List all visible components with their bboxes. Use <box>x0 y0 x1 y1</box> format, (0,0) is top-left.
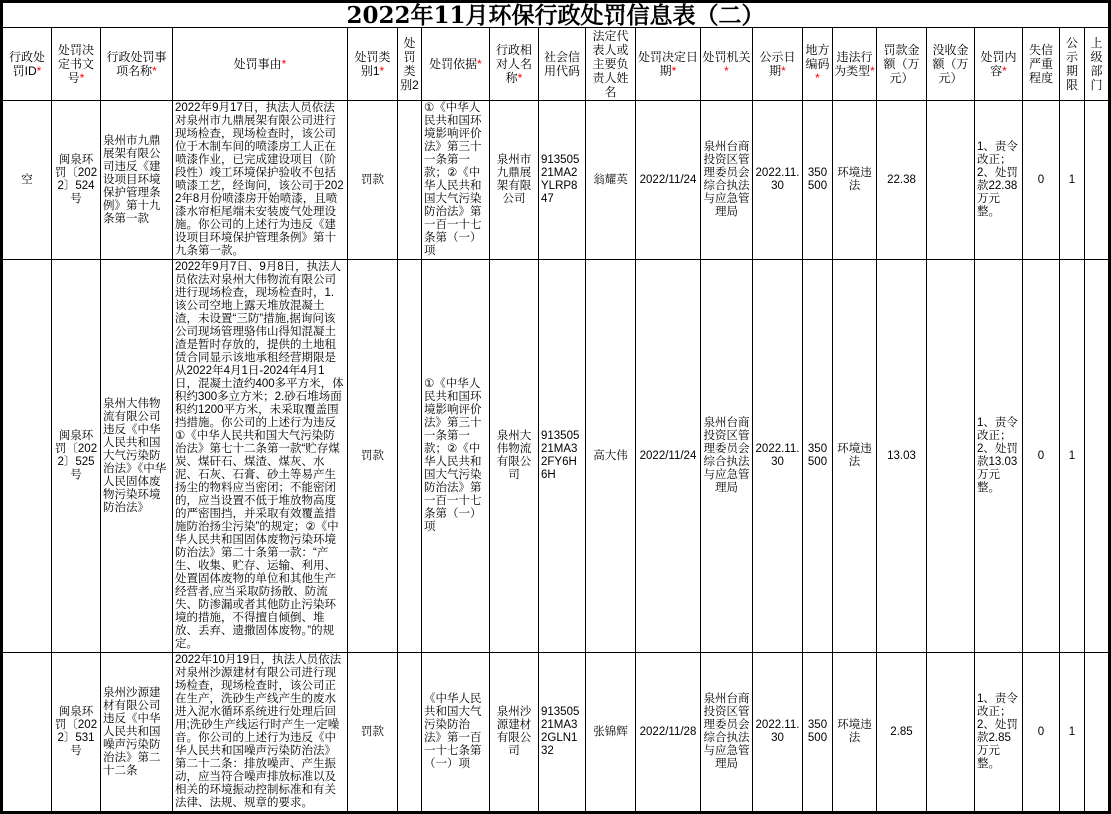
header-row <box>3 28 1109 101</box>
cell-superior-department <box>1085 260 1109 653</box>
cell-confiscation-amount <box>927 653 975 812</box>
cell-penalty-reason: 2022年10月19日，执法人员依法对泉州沙源建材有限公司进行现场检查，现场检查时，该公司正在生产，洗砂生产线产生的废水进入泥水循环系统进行处理后回用;洗砂生产线运行时产生一定噪音。你公司的上述行为违反《中华人民共和国噪声污染防治法》第二十二条：排放噪声、产生振动，应当符合噪声排放标准以及相关的环境振动控制标准和有关法律、法规、规章的要求。 <box>173 653 348 812</box>
cell-legal-representative: 张锦辉 <box>586 653 636 812</box>
col-header-legal-representative: 法定代表人或主要负责人姓名 <box>586 28 636 101</box>
cell-region-code: 350500 <box>803 101 833 260</box>
col-header-region-code: 地方编码* <box>803 28 833 101</box>
col-header-penalty-id: 行政处罚ID* <box>3 28 52 101</box>
cell-social-credit-code: 91350521MA32FY6H6H <box>539 260 586 653</box>
cell-penalty-authority: 泉州台商投资区管理委员会综合执法与应急管理局 <box>701 260 753 653</box>
cell-penalty-basis: 《中华人民共和国大气污染防治法》第一百一十七条第（一）项 <box>422 653 490 812</box>
cell-penalty-reason: 2022年9月7日、9月8日，执法人员依法对泉州大伟物流有限公司进行现场检查，现场检查时，1.该公司空地上露天堆放混凝土渣，未设置“三防”措施,据询问该公司现场管理骆伟山得知混凝土渣是暂时存放的，提供的土地租赁合同显示该地承租经营期限是从2022年4月1日-2024年4月1日，混凝土渣约400多平方米，体积约300多立方米；2.砂石堆场面积约1200平方米，未采取覆盖围挡措施。你公司的上述行为违反①《中华人民共和国大气污染防治法》第七十二条第一款“贮存煤炭、煤矸石、煤渣、煤灰、水泥、石灰、石膏、砂土等易产生扬尘的物料应当密闭；不能密闭的，应当设置不低于堆放物高度的严密围挡，并采取有效覆盖措施防治扬尘污染”的规定；②《中华人民共和国固体废物污染环境防治法》第二十条第一款：“产生、收集、贮存、运输、利用、处置固体废物的单位和其他生产经营者,应当采取防扬散、防流失、防渗漏或者其他防止污染环境的措施，不得擅自倾倒、堆放、丢弃、遗撒固体废物。”的规定。 <box>173 260 348 653</box>
cell-publicity-period: 1 <box>1060 101 1085 260</box>
cell-counterpart-name: 泉州市九鼎展架有限公司 <box>490 101 539 260</box>
required-asterisk: * <box>379 64 385 78</box>
col-header-penalty-basis: 处罚依据* <box>422 28 490 101</box>
required-asterisk: * <box>517 71 523 85</box>
cell-penalty-basis: ①《中华人民共和国环境影响评价法》第三十一条第一款；②《中华人民共和国大气污染防治法》第一百一十七条第（一）项 <box>422 101 490 260</box>
cell-legal-representative: 高大伟 <box>586 260 636 653</box>
cell-penalty-category-2 <box>398 653 422 812</box>
cell-social-credit-code: 91350521MA32GLN132 <box>539 653 586 812</box>
col-header-publicity-period: 公示期限 <box>1060 28 1085 101</box>
cell-penalty-category-2 <box>398 101 422 260</box>
col-header-penalty-category-1: 处罚类别1* <box>348 28 398 101</box>
cell-penalty-item-name: 泉州沙源建材有限公司违反《中华人民共和国噪声污染防治法》第二十二条 <box>101 653 173 812</box>
col-header-publicity-date: 公示日期* <box>753 28 803 101</box>
required-asterisk: * <box>724 64 729 78</box>
col-header-decision-doc-number: 处罚决定书文号* <box>52 28 101 101</box>
col-header-violation-type: 违法行为类型* <box>833 28 877 101</box>
cell-penalty-authority: 泉州台商投资区管理委员会综合执法与应急管理局 <box>701 653 753 812</box>
col-header-social-credit-code: 社会信用代码 <box>539 28 586 101</box>
required-asterisk: * <box>281 57 287 71</box>
penalty-table <box>2 2 1109 812</box>
cell-fine-amount: 13.03 <box>877 260 927 653</box>
col-header-dishonesty-severity: 失信严重程度 <box>1023 28 1060 101</box>
cell-decision-date: 2022/11/28 <box>636 653 701 812</box>
col-header-penalty-content: 处罚内容* <box>975 28 1023 101</box>
col-header-penalty-item-name: 行政处罚事项名称* <box>101 28 173 101</box>
required-asterisk: * <box>36 64 42 78</box>
cell-counterpart-name: 泉州沙源建材有限公司 <box>490 653 539 812</box>
required-asterisk: * <box>870 64 875 78</box>
cell-penalty-content: 1、责令改正；2、处罚款13.03万元整。 <box>975 260 1023 653</box>
col-header-counterpart-name: 行政相对人名称* <box>490 28 539 101</box>
col-header-decision-date: 处罚决定日期* <box>636 28 701 101</box>
cell-dishonesty-severity: 0 <box>1023 653 1060 812</box>
cell-confiscation-amount <box>927 101 975 260</box>
required-asterisk: * <box>79 71 85 85</box>
cell-penalty-category-1: 罚款 <box>348 101 398 260</box>
required-asterisk: * <box>152 64 157 78</box>
cell-penalty-content: 1、责令改正；2、处罚款22.38万元整。 <box>975 101 1023 260</box>
cell-decision-date: 2022/11/24 <box>636 260 701 653</box>
cell-region-code: 350500 <box>803 653 833 812</box>
required-asterisk: * <box>671 64 677 78</box>
cell-publicity-date: 2022.11.30 <box>753 101 803 260</box>
cell-counterpart-name: 泉州大伟物流有限公司 <box>490 260 539 653</box>
cell-penalty-category-2 <box>398 260 422 653</box>
col-header-confiscation-amount: 没收金额（万元） <box>927 28 975 101</box>
cell-superior-department <box>1085 653 1109 812</box>
cell-fine-amount: 2.85 <box>877 653 927 812</box>
cell-dishonesty-severity: 0 <box>1023 101 1060 260</box>
col-header-penalty-authority: 处罚机关* <box>701 28 753 101</box>
cell-publicity-period: 1 <box>1060 260 1085 653</box>
cell-penalty-category-1: 罚款 <box>348 653 398 812</box>
cell-decision-date: 2022/11/24 <box>636 101 701 260</box>
col-header-penalty-category-2: 处罚类别2 <box>398 28 422 101</box>
cell-decision-doc-number: 闽泉环罚〔2022〕525号 <box>52 260 101 653</box>
cell-violation-type: 环境违法 <box>833 653 877 812</box>
cell-penalty-content: 1、责令改正；2、处罚款2.85万元整。 <box>975 653 1023 812</box>
page-title: 2022年11月环保行政处罚信息表（二） <box>3 3 1109 28</box>
cell-violation-type: 环境违法 <box>833 101 877 260</box>
col-header-superior-department: 上级部门 <box>1085 28 1109 101</box>
cell-fine-amount: 22.38 <box>877 101 927 260</box>
cell-violation-type: 环境违法 <box>833 260 877 653</box>
cell-decision-doc-number: 闽泉环罚〔2022〕531号 <box>52 653 101 812</box>
cell-penalty-reason: 2022年9月17日，执法人员依法对泉州市九鼎展架有限公司进行现场检查，现场检查时，该公司位于木制车间的喷漆房工人正在喷漆作业，已完成建设项目（阶段性）竣工环境保护验收不包括喷漆工艺，经询问，该公司于2022年8月份喷漆房开始喷漆，且喷漆水帘柜尾端未安装废气处理设施。你公司的上述行为违反《建设项目环境保护管理条例》第十九条第一款。 <box>173 101 348 260</box>
table-row <box>3 653 1109 812</box>
cell-penalty-category-1: 罚款 <box>348 260 398 653</box>
cell-confiscation-amount <box>927 260 975 653</box>
cell-publicity-date: 2022.11.30 <box>753 260 803 653</box>
cell-penalty-item-name: 泉州市九鼎展架有限公司违反《建设项目环境保护管理条例》第十九条第一款 <box>101 101 173 260</box>
cell-penalty-id <box>3 260 52 653</box>
cell-penalty-id <box>3 653 52 812</box>
table-row <box>3 101 1109 260</box>
cell-penalty-basis: ①《中华人民共和国环境影响评价法》第三十一条第一款；②《中华人民共和国大气污染防治法》第一百一十七条第（一）项 <box>422 260 490 653</box>
required-asterisk: * <box>815 71 820 85</box>
cell-decision-doc-number: 闽泉环罚〔2022〕524号 <box>52 101 101 260</box>
col-header-fine-amount: 罚款金额（万元） <box>877 28 927 101</box>
required-asterisk: * <box>781 64 786 78</box>
cell-dishonesty-severity: 0 <box>1023 260 1060 653</box>
col-header-penalty-reason: 处罚事由* <box>173 28 348 101</box>
cell-superior-department <box>1085 101 1109 260</box>
cell-penalty-id: 空 <box>3 101 52 260</box>
cell-penalty-item-name: 泉州大伟物流有限公司违反《中华人民共和国大气污染防治法》《中华人民固体废物污染环境防治法》 <box>101 260 173 653</box>
cell-legal-representative: 翁耀英 <box>586 101 636 260</box>
table-row <box>3 260 1109 653</box>
cell-publicity-period: 1 <box>1060 653 1085 812</box>
cell-social-credit-code: 91350521MA2YLRP847 <box>539 101 586 260</box>
cell-region-code: 350500 <box>803 260 833 653</box>
cell-penalty-authority: 泉州台商投资区管理委员会综合执法与应急管理局 <box>701 101 753 260</box>
required-asterisk: * <box>1002 64 1007 78</box>
cell-publicity-date: 2022.11.30 <box>753 653 803 812</box>
required-asterisk: * <box>477 57 482 71</box>
